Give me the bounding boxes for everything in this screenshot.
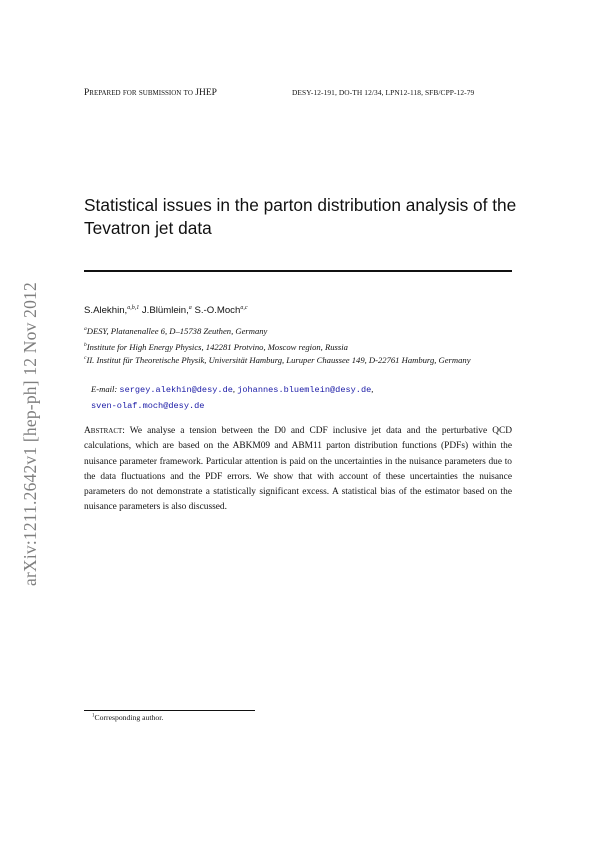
affiliation-text: DESY, Platanenallee 6, D–15738 Zeuthen, Germany bbox=[86, 325, 268, 336]
journal-note-text: Prepared for submission to JHEP bbox=[84, 88, 217, 98]
footnote-rule bbox=[84, 710, 255, 711]
author-name: S.Alekhin, bbox=[84, 305, 128, 317]
author-affil-mark: a,c bbox=[240, 305, 248, 311]
email-link[interactable]: sven-olaf.moch@desy.de bbox=[91, 401, 205, 411]
footnote bbox=[92, 713, 163, 722]
email-block: E-mail: sergey.alekhin@desy.de, johannes.bluemlein@desy.de, sven-olaf.moch@desy.de bbox=[91, 384, 374, 411]
arxiv-stamp: arXiv:1211.2642v1 [hep-ph] 12 Nov 2012 bbox=[20, 282, 40, 586]
author-name: S.-O.Moch bbox=[194, 305, 241, 317]
affiliation-mark: c bbox=[84, 355, 87, 361]
affiliation-mark: b bbox=[84, 342, 87, 348]
email-link[interactable]: johannes.bluemlein@desy.de bbox=[237, 385, 372, 395]
report-numbers: DESY-12-191, DO-TH 12/34, LPN12-118, SFB/CPP-12-79 bbox=[292, 88, 475, 97]
journal-note bbox=[84, 88, 217, 98]
email-label: E-mail: bbox=[91, 384, 118, 394]
affiliation bbox=[84, 323, 514, 337]
footnote-text: Corresponding author. bbox=[94, 713, 164, 722]
footnote-mark: 1 bbox=[92, 713, 95, 719]
affiliation-mark: a bbox=[84, 326, 87, 332]
affiliation-text: II. Institut für Theoretische Physik, Universität Hamburg, Luruper Chaussee 149, D-22761 Hamburg, Germany bbox=[86, 354, 471, 365]
abstract-text: We analyse a tension between the D0 and CDF inclusive jet data and the perturbative QCD calculations, which are based on the ABKM09 and ABM11 parton distribution functions (PDFs) within the nuisance parameter framework. Particular attention is paid on the uncertainties in the nuisance parameters due to the data fluctuations and the PDF errors. We show that with account of these uncertainties the nuisance parameters do not demonstrate a statistically significant excess. A statistical bias of the estimator based on the nuisance parameters is also discussed. bbox=[84, 426, 512, 513]
affiliation bbox=[84, 352, 514, 366]
affiliation-text: Institute for High Energy Physics, 142281 Protvino, Moscow region, Russia bbox=[86, 341, 348, 352]
author-list bbox=[84, 305, 248, 316]
title-rule bbox=[84, 270, 512, 272]
author-affil-mark: a bbox=[188, 305, 192, 311]
abstract bbox=[84, 424, 512, 516]
author-affil-mark: a,b,1 bbox=[127, 305, 140, 311]
email-link[interactable]: sergey.alekhin@desy.de bbox=[119, 385, 233, 395]
author-name: J.Blümlein, bbox=[141, 305, 189, 317]
abstract-heading: Abstract: bbox=[84, 426, 125, 436]
paper-title: Statistical issues in the parton distribution analysis of the Tevatron jet data bbox=[84, 195, 517, 238]
